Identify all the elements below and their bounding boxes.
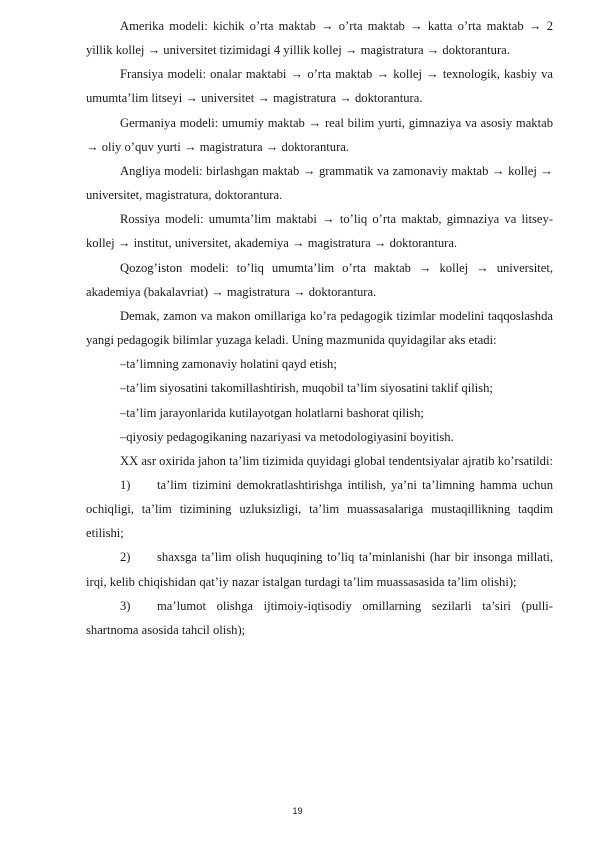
list-item-text: shaxsga ta’lim olish huquqining to’liq ta’minlanishi (har bir insonga millati, irqi, kelib chiqishidan qat’iy nazar istalgan turdagi ta’lim muassasasida ta’lim olishi); <box>86 550 553 589</box>
dash-item: –qiyosiy pedagogikaning nazariyasi va metodologiyasini boyitish. <box>120 429 454 444</box>
paragraph-america-model: Amerika modeli: kichik o’rta maktab → o’rta maktab → katta o’rta maktab → 2 yillik kollej → universitet tizimidagi 4 yillik kollej → magistratura → doktorantura. <box>86 19 553 58</box>
dash-item: –ta’limning zamonaviy holatini qayd etish; <box>120 357 337 372</box>
paragraph-conclusion: Demak, zamon va makon omillariga ko’ra pedagogik tizimlar modelini taqqoslashda yangi pedagogik bilimlar yuzaga keladi. Uning mazmunida quyidagilar aks etadi: <box>86 308 553 348</box>
list-number: 3) <box>120 598 131 613</box>
list-item-text: ta’lim tizimini demokratlashtirishga intilish, ya’ni ta’limning hamma uchun ochiqligi, ta’lim tizimining uzluksizligi, ta’lim muassasalariga mustaqillikning taqdim etilishi; <box>86 477 553 541</box>
list-number: 2) <box>120 550 131 565</box>
dash-item: –ta’lim siyosatini takomillashtirish, muqobil ta’lim siyosatini taklif qilish; <box>120 381 493 396</box>
paragraph-global-tendencies: XX asr oxirida jahon ta’lim tizimida quyidagi global tendentsiyalar ajratib ko’rsatildi: <box>120 453 553 468</box>
list-number: 1) <box>120 477 131 492</box>
page-number: 19 <box>292 806 303 816</box>
paragraph-germany-model: Germaniya modeli: umumiy maktab → real bilim yurti, gimnaziya va asosiy maktab → oliy o’quv yurti → magistratura → doktorantura. <box>86 115 553 154</box>
body-text <box>86 14 553 642</box>
paragraph-france-model: Fransiya modeli: onalar maktabi → o’rta maktab → kollej → texnologik, kasbiy va umumta’lim litseyi → universitet → magistratura → doktorantura. <box>86 67 553 106</box>
numbered-list-item <box>86 594 553 642</box>
list-item-text: ma’lumot olishga ijtimoiy-iqtisodiy omillarning sezilarli ta’siri (pulli-shartnoma asosida tahcil olish); <box>86 598 553 637</box>
numbered-list-item <box>86 545 553 593</box>
numbered-list-item <box>86 473 553 545</box>
paragraph-russia-model: Rossiya modeli: umumta’lim maktabi → to’liq o’rta maktab, gimnaziya va litsey-kollej → institut, universitet, akademiya → magistratura → doktorantura. <box>86 212 553 251</box>
paragraph-kazakhstan-model: Qozog’iston modeli: to’liq umumta’lim o’rta maktab → kollej → universitet, akademiya (bakalavriat) → magistratura → doktorantura. <box>86 260 553 299</box>
dash-item: –ta’lim jarayonlarida kutilayotgan holatlarni bashorat qilish; <box>120 405 424 420</box>
paragraph-england-model: Angliya modeli: birlashgan maktab → grammatik va zamonaviy maktab → kollej → universitet, magistratura, doktorantura. <box>86 163 553 203</box>
